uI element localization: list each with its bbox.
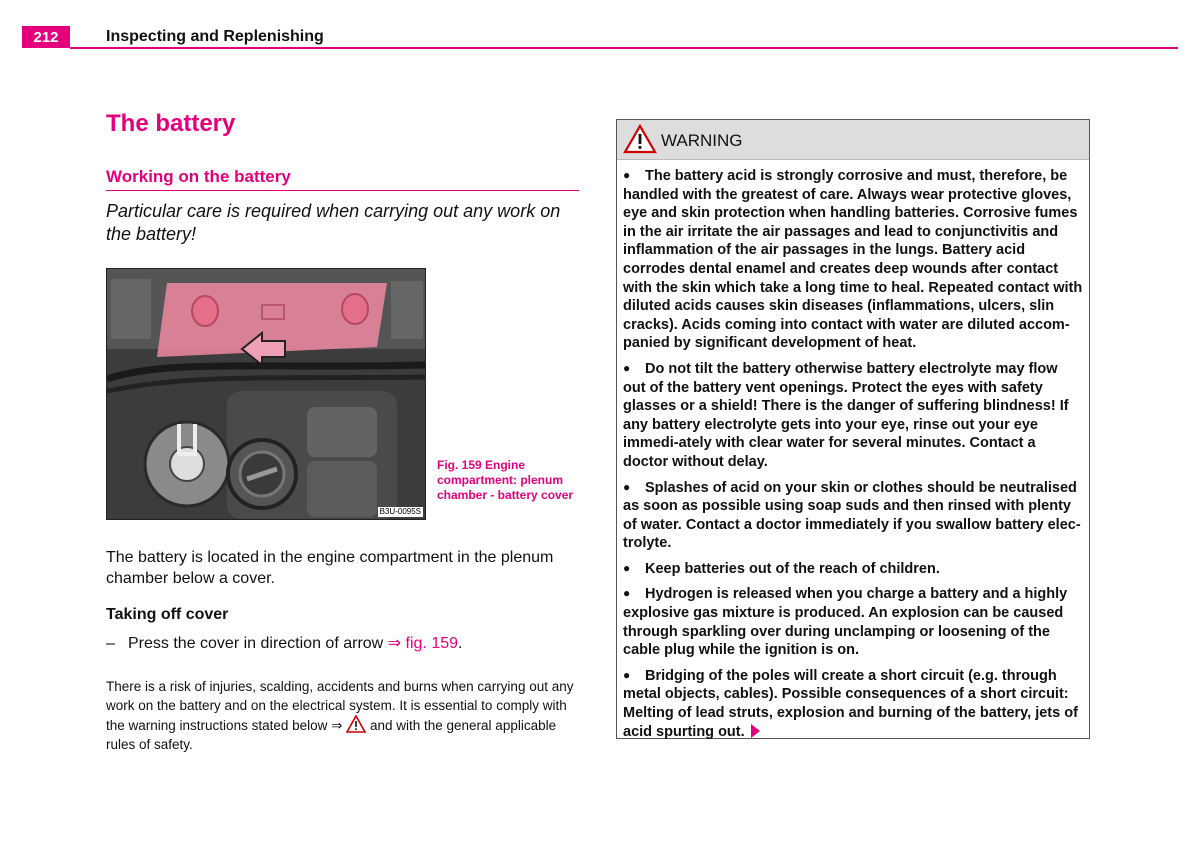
header-divider	[70, 47, 1178, 49]
bullet: ●	[623, 560, 631, 575]
subsection-title: Working on the battery	[106, 167, 291, 186]
instruction-step	[106, 633, 584, 654]
fig-reference-arrow: ⇒	[387, 635, 402, 652]
bullet: ●	[623, 479, 631, 494]
continue-arrow-icon	[751, 724, 760, 738]
engine-illustration	[107, 269, 425, 519]
risk-text	[106, 677, 584, 754]
engine-compartment-figure	[106, 268, 426, 520]
warning-triangle-icon	[623, 124, 657, 154]
warning-box	[616, 119, 1090, 739]
bullet: ●	[623, 667, 631, 682]
step-text: Press the cover in direction of arrow	[128, 635, 388, 652]
header-title: Inspecting and Replenishing	[106, 28, 324, 45]
bullet: ●	[623, 586, 631, 601]
warning-item: ● Splashes of acid on your skin or clothes should be neutralised as soon as possible using soap suds and then rinsed with plenty of water. Contact a doctor immediately if you swallow battery elec-trolyte.	[623, 479, 1081, 552]
warning-item: ● Bridging of the poles will create a short circuit (e.g. through metal objects, cables). Possible consequences of a short circuit: Melting of lead struts, explosion and burning of the battery, jets of acid spurting out.	[623, 667, 1078, 740]
risk-text-a: There is a risk of injuries, scalding, accidents and burns when carrying out any work on the battery and on the electrical system. It is essential to comply with the warning instructions stated below ⇒	[106, 679, 574, 733]
page-number: 212	[22, 26, 70, 48]
intro-text: Particular care is required when carrying out any work on the battery!	[106, 201, 561, 244]
warning-item: ● Keep batteries out of the reach of children.	[623, 560, 940, 577]
warning-item: ● Do not tilt the battery otherwise battery electrolyte may flow out of the battery vent openings. Protect the eyes with safety glasses or a shield! There is the danger of suffering blindness! If any battery electrolyte gets into your eye, rinse out your eye immedi-ately with clear water for several minutes. Contact a doctor without delay.	[623, 360, 1069, 470]
fig-reference-link[interactable]: fig. 159	[405, 635, 459, 652]
figure-caption: Fig. 159 Engine compartment: plenum chamber - battery cover	[437, 458, 574, 502]
warning-list	[617, 160, 1089, 741]
warning-header	[617, 120, 1089, 160]
warning-label: WARNING	[661, 131, 743, 150]
warning-triangle-icon	[346, 715, 366, 733]
subsection-divider	[106, 190, 579, 191]
figure-code: B3U-0095S	[379, 507, 421, 516]
bullet: ●	[623, 360, 631, 375]
taking-off-cover-heading: Taking off cover	[106, 606, 229, 623]
step-end: .	[458, 635, 463, 652]
step-dash: –	[106, 635, 115, 652]
warning-item: ● The battery acid is strongly corrosive and must, therefore, be handled with the greatest of care. Always wear protective gloves, eye and skin protection when handling batteries. Corrosive fumes in the air irritate the air passages and lead to conjunctivitis and inflammation of the air passages in the lungs. Battery acid corrodes dental enamel and creates deep wounds after contact with the skin which take a long time to heal. Repeated contact with diluted acids causes skin diseases (inflammations, ulcers, slin cracks). Acids coming into contact with water are diluted accom-panied by significant development of heat.	[623, 168, 1083, 352]
warning-item: ● Hydrogen is released when you charge a battery and a highly explosive gas mixture is produced. An explosion can be caused through sparkling over during unclamping or loosening of the cable plug while the ignition is on.	[623, 586, 1068, 659]
risk-text-b: and with the general applicable rules of safety.	[106, 718, 557, 752]
bullet: ●	[623, 168, 631, 182]
section-title: The battery	[106, 110, 236, 137]
battery-location-text: The battery is located in the engine compartment in the plenum chamber below a cover.	[106, 549, 554, 587]
page-header	[22, 26, 1178, 48]
